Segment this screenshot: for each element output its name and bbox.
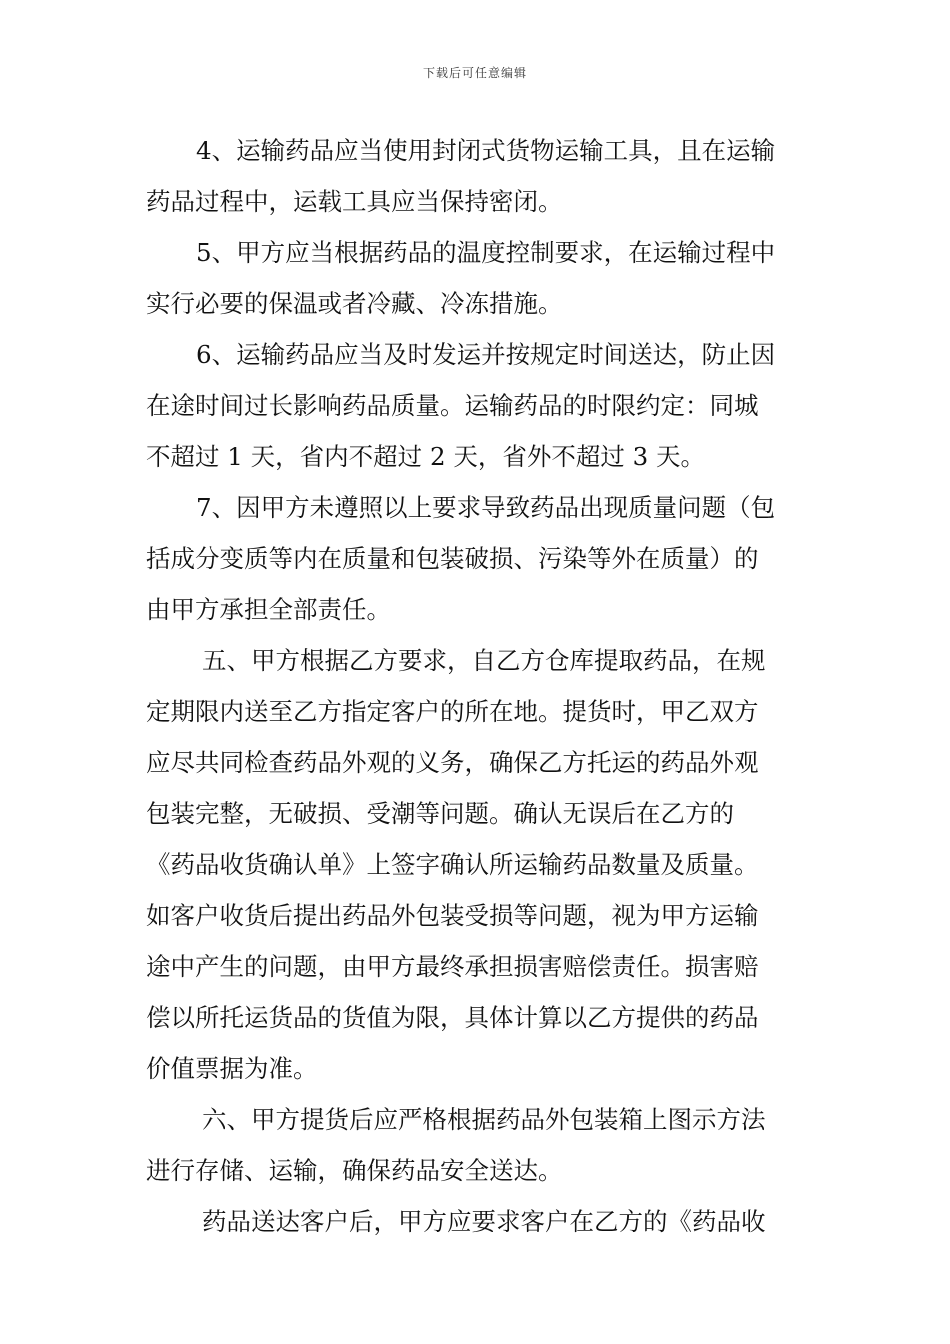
text-line: 在途时间过长影响药品质量。运输药品的时限约定：同城 <box>146 391 759 420</box>
paragraph-item-4 <box>146 125 808 227</box>
text-line: 4、运输药品应当使用封闭式货物运输工具，且在运输 <box>196 136 776 165</box>
paragraph-item-5 <box>146 227 808 329</box>
text-line: 进行存储、运输，确保药品安全送达。 <box>146 1156 563 1185</box>
text-line: 六、甲方提货后应严格根据药品外包装箱上图示方法 <box>202 1105 766 1134</box>
text-line: 括成分变质等内在质量和包装破损、污染等外在质量）的 <box>146 544 759 573</box>
text-line: 价值票据为准。 <box>146 1054 318 1083</box>
text-line: 药品过程中，运载工具应当保持密闭。 <box>146 187 563 216</box>
section-five <box>146 635 808 1094</box>
header-note: 下载后可任意编辑 <box>422 66 527 80</box>
text-line: 实行必要的保温或者冷藏、冷冻措施。 <box>146 289 563 318</box>
document-body <box>146 125 808 1247</box>
section-six <box>146 1094 808 1196</box>
text-line: 不超过 1 天，省内不超过 2 天，省外不超过 3 天。 <box>146 442 705 471</box>
text-line: 包装完整，无破损、受潮等问题。确认无误后在乙方的 <box>146 799 734 828</box>
text-line: 应尽共同检查药品外观的义务，确保乙方托运的药品外观 <box>146 748 759 777</box>
paragraph-delivery <box>146 1196 808 1247</box>
text-line: 5、甲方应当根据药品的温度控制要求，在运输过程中 <box>196 238 776 267</box>
text-line: 6、运输药品应当及时发运并按规定时间送达，防止因 <box>196 340 776 369</box>
text-line: 如客户收货后提出药品外包装受损等问题，视为甲方运输 <box>146 901 759 930</box>
text-line: 7、因甲方未遵照以上要求导致药品出现质量问题（包 <box>196 493 776 522</box>
text-line: 五、甲方根据乙方要求，自乙方仓库提取药品，在规 <box>202 646 766 675</box>
text-line: 《药品收货确认单》上签字确认所运输药品数量及质量。 <box>146 850 759 879</box>
paragraph-item-6 <box>146 329 808 482</box>
text-line: 途中产生的问题，由甲方最终承担损害赔偿责任。损害赔 <box>146 952 759 981</box>
text-line: 由甲方承担全部责任。 <box>146 595 391 624</box>
text-line: 偿以所托运货品的货值为限，具体计算以乙方提供的药品 <box>146 1003 759 1032</box>
text-line: 药品送达客户后，甲方应要求客户在乙方的《药品收 <box>202 1207 766 1236</box>
paragraph-item-7 <box>146 482 808 635</box>
text-line: 定期限内送至乙方指定客户的所在地。提货时，甲乙双方 <box>146 697 759 726</box>
